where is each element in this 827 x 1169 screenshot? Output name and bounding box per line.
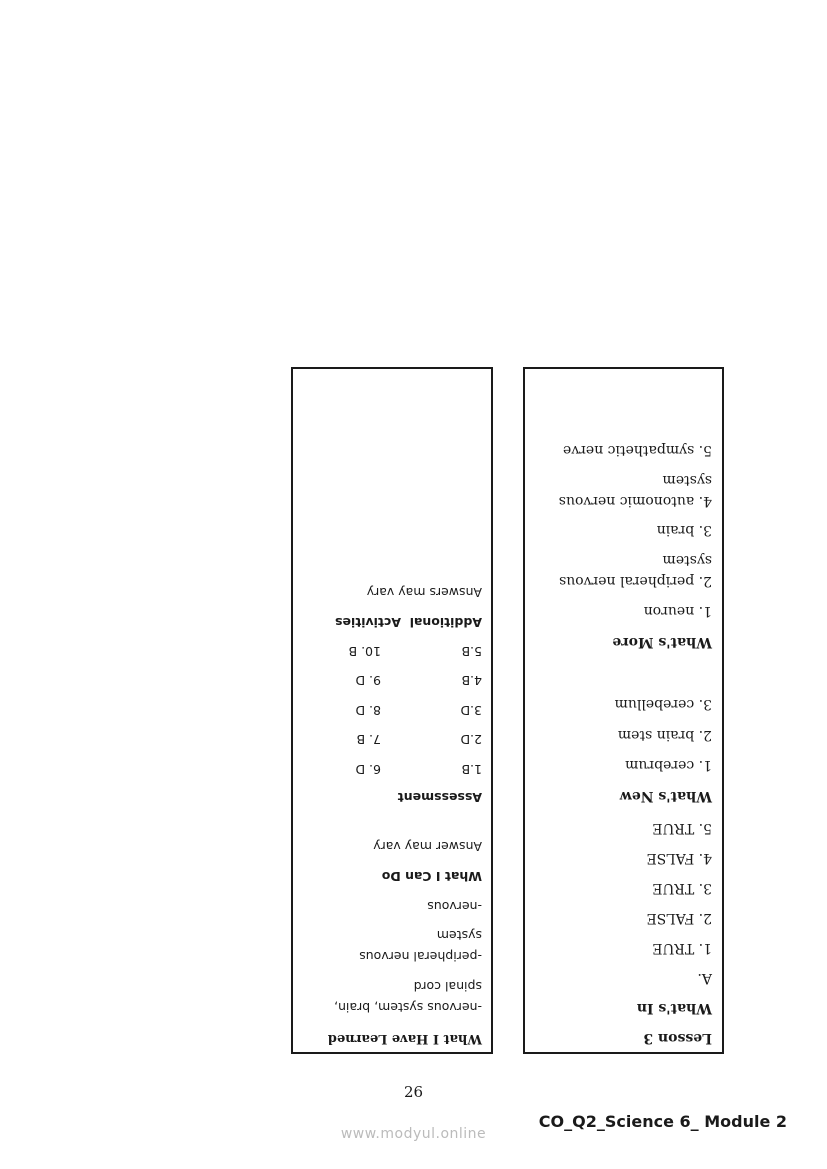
answer-line: 3. cerebellum [614,696,712,712]
watermark: www.modyul.online [340,1126,487,1142]
learned-line: -peripheral nervous [359,949,482,964]
section-whats-new: What's New [619,788,712,804]
answer-line: 2. brain stem [617,727,712,743]
answer-line: 2. FALSE [646,910,712,926]
answer-key-left-content [293,369,491,1052]
assessment-answer: 7. B [356,732,381,747]
section-what-i-can-do: What I Can Do [381,869,482,884]
learned-line: system [436,928,482,943]
assessment-answer: 3.D [460,703,482,718]
assessment-answer: 9. D [355,673,381,688]
module-footer: CO_Q2_Science 6_ Module 2 [538,1112,787,1131]
learned-line: spinal cord [413,979,482,994]
answer-line: 3. brain [656,522,712,538]
assessment-answer: 8. D [355,703,381,718]
additional-answer: Answers may vary [366,585,482,600]
answer-line: 1. TRUE [652,940,712,956]
lesson-title: Lesson 3 [643,1030,712,1046]
answer-line: system [662,552,712,568]
answer-line: system [662,472,712,488]
answer-key-panel-right [523,367,724,1054]
assessment-answer: 5.B [461,644,482,659]
answer-line: 3. TRUE [652,880,712,896]
section-what-i-have-learned: What I Have Learned [327,1031,482,1046]
learned-line: -nervous system, brain, [334,1000,482,1015]
section-assessment: Assessment [397,790,482,805]
section-whats-in: What's In [636,1000,712,1016]
answer-line: 4. autonomic nervous [558,493,712,509]
assessment-answer: 10. B [348,644,381,659]
assessment-answer: 4.B [461,673,482,688]
answer-line: 4. FALSE [646,850,712,866]
answer-line: A. [697,970,712,986]
answer-line: 2. peripheral nervous [559,573,712,589]
answer-line: 1. cerebrum [625,757,712,773]
page-number: 26 [404,1083,424,1101]
section-whats-more: What's More [612,634,712,650]
answer-key-panel-left [291,367,493,1054]
learned-line: -nervous [427,899,482,914]
cando-answer: Answer may vary [373,839,482,854]
answer-line: 5. sympathetic nerve [563,442,712,458]
section-additional-activities: Additional Activities [335,615,482,630]
answer-line: 1. neuron [643,603,712,619]
answer-line: 5. TRUE [652,820,712,836]
assessment-answer: 2.D [460,732,482,747]
answer-key-right-content [525,369,722,1052]
assessment-answer: 1.B [461,762,482,777]
assessment-answer: 6. D [355,762,381,777]
